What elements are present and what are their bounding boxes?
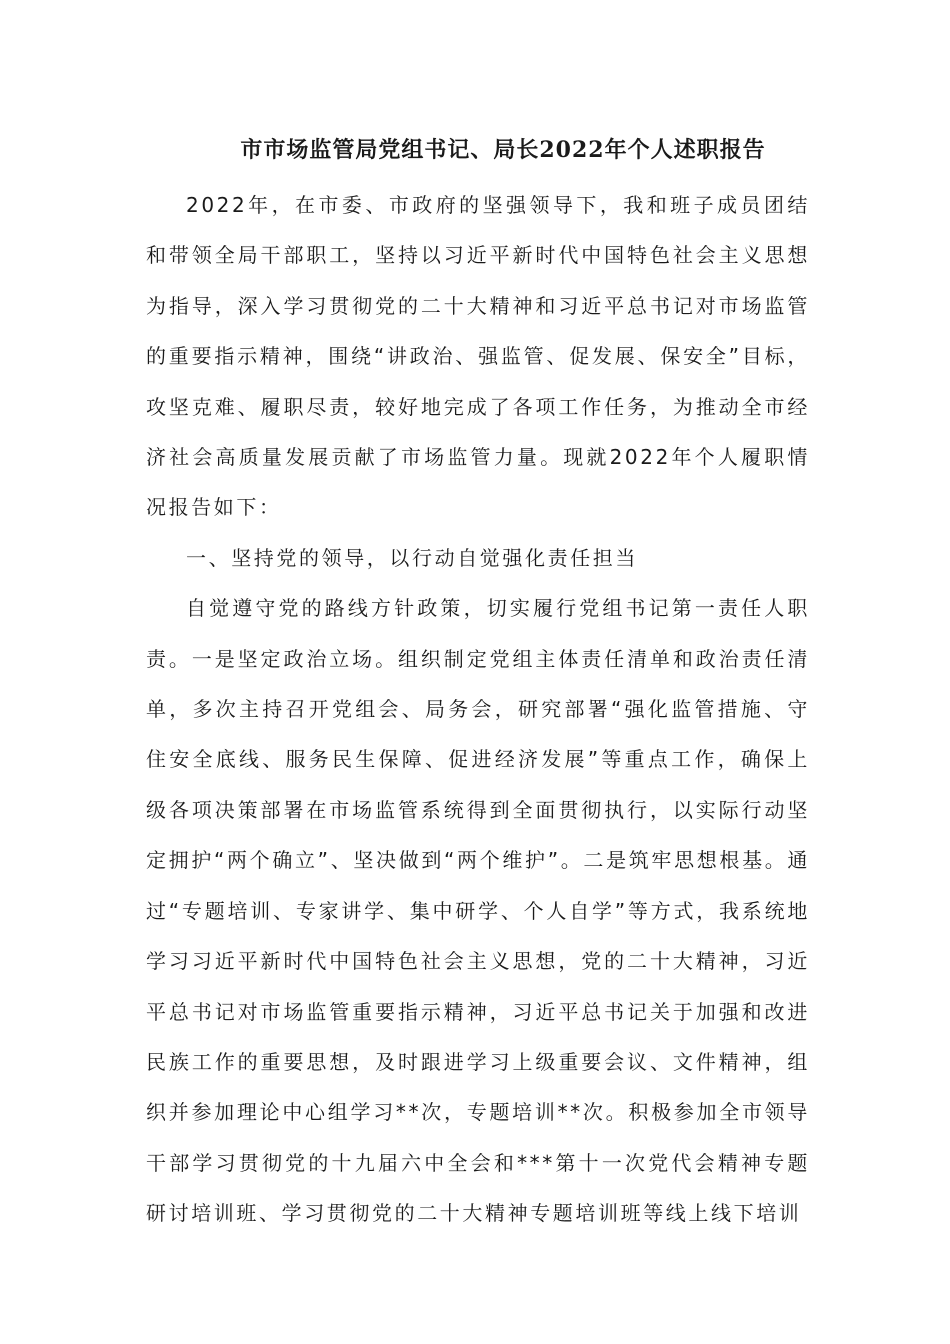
document-body [146, 180, 810, 1239]
section-1-heading: 一、坚持党的领导，以行动自觉强化责任担当 [186, 545, 638, 570]
intro-paragraph: 2022年，在市委、市政府的坚强领导下，我和班子成员团结和带领全局干部职工，坚持以习近平新时代中国特色社会主义思想为指导，深入学习贯彻党的二十大精神和习近平总书记对市场监管的重要指示精神，围绕“讲政治、强监管、促发展、保安全”目标，攻坚克难、履职尽责，较好地完成了各项工作任务，为推动全市经济社会高质量发展贡献了市场监管力量。现就2022年个人履职情况报告如下： [146, 193, 810, 520]
section-1-paragraph: 自觉遵守党的路线方针政策，切实履行党组书记第一责任人职责。一是坚定政治立场。组织制定党组主体责任清单和政治责任清单，多次主持召开党组会、局务会，研究部署“强化监管措施、守住安全底线、服务民生保障、促进经济发展”等重点工作，确保上级各项决策部署在市场监管系统得到全面贯彻执行，以实际行动坚定拥护“两个确立”、坚决做到“两个维护”。二是筑牢思想根基。通过“专题培训、专家讲学、集中研学、个人自学”等方式，我系统地学习习近平新时代中国特色社会主义思想，党的二十大精神，习近平总书记对市场监管重要指示精神，习近平总书记关于加强和改进民族工作的重要思想，及时跟进学习上级重要会议、文件精神，组织并参加理论中心组学习**次，专题培训**次。积极参加全市领导干部学习贯彻党的十九届六中全会和***第十一次党代会精神专题研讨培训班、学习贯彻党的二十大精神专题培训班等线上线下培训 [146, 596, 810, 1226]
document-title: 市市场监管局党组书记、局长2022年个人述职报告 [240, 137, 766, 163]
